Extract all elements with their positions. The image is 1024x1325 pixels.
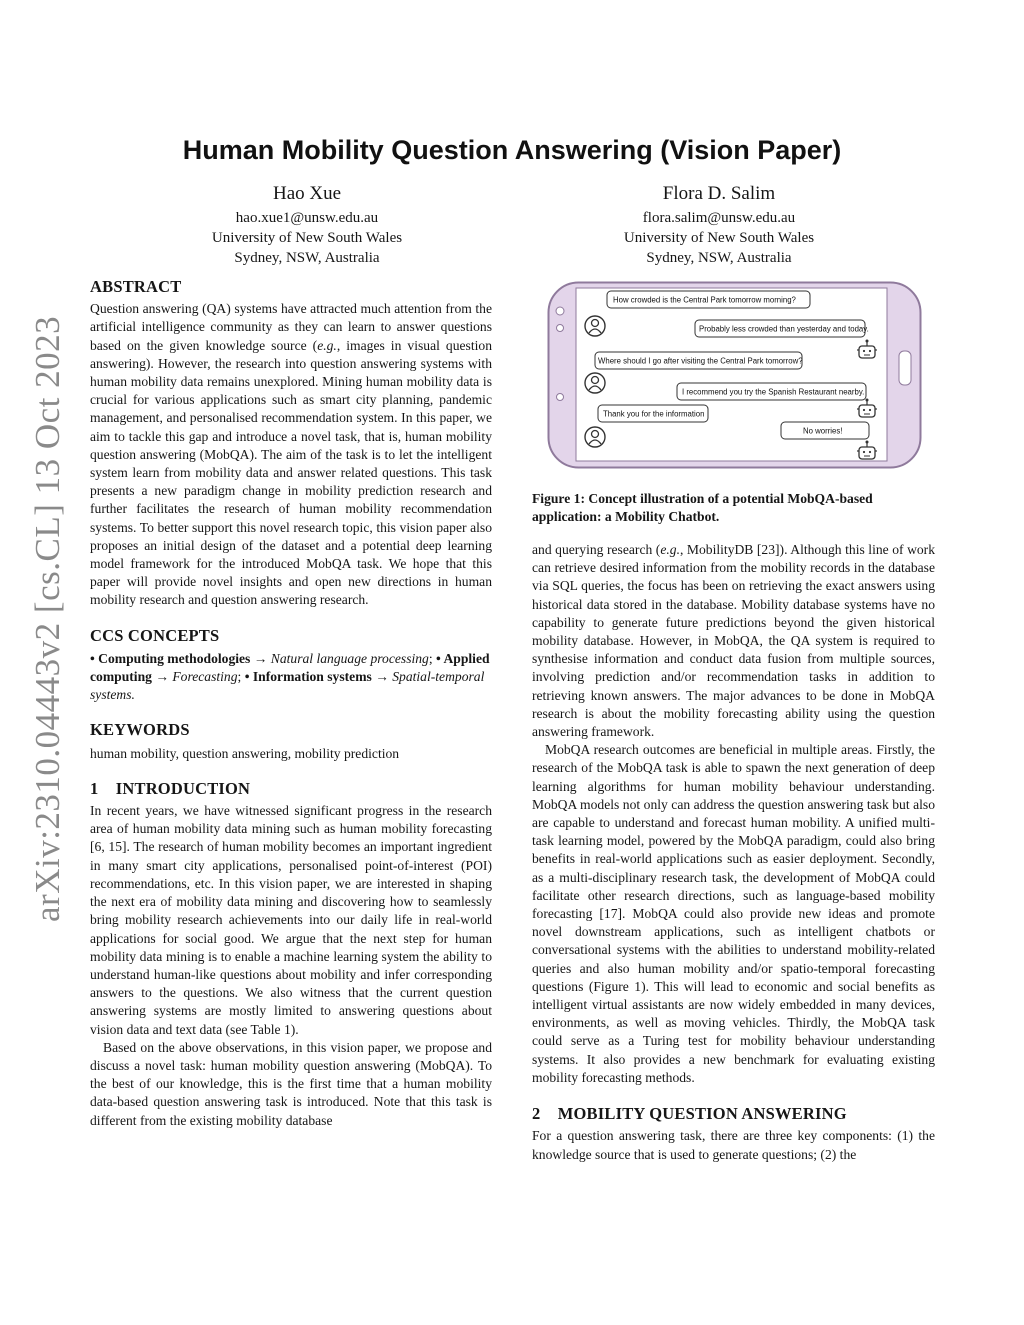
chat-bubble-text: How crowded is the Central Park tomorrow morning? [613, 295, 796, 305]
author-email: hao.xue1@unsw.edu.au [235, 210, 379, 226]
figure-caption: Figure 1: Concept illustration of a potential MobQA-based application: a Mobility Chatbot. [532, 491, 873, 525]
right-paragraph-1: and querying research (e.g., MobilityDB [23]). Although this line of work can retrieve desired information from the mobility records in the database via SQL queries, the focus has been on retrieving the exact answers using historical data stored in the database. Mobility database systems have no capability to generate future predictions beyond the given historical mobility database. However, in MobQA, the QA system is required to synthesise information and conduct data fusion from multiple sources, involving prediction and/or recommendation tasks in addition to retrieving known answers. The major advances to be done in MobQA research is about the mobility forecasting ability using the question answering framework. [532, 542, 936, 740]
paper-title: Human Mobility Question Answering (Vision Paper) [182, 135, 842, 165]
intro-heading: 1 INTRODUCTION [90, 778, 251, 798]
chat-bubble-text: I recommend you try the Spanish Restaurant nearby. [682, 387, 865, 397]
phone-illustration [547, 281, 922, 469]
chat-bubble-text: Where should I go after visiting the Central Park tomorrow? [598, 356, 803, 366]
intro-paragraph-1: In recent years, we have witnessed significant progress in the research area of human mobility data mining such as human mobility forecasting [6, 15]. The research of human mobility becomes an important ingredient in many smart city applications, personalised point-of-interest (POI) recommendations, etc. In this vision paper, we are interested in shaping the next era of mobility data mining and discovering how to seamlessly bring mobility research achievements into our daily life in real-world applications for social good. We argue that the next step for human mobility data mining is to enable a machine learning system the ability to understand human-like questions about mobility and infer corresponding answers to the questions. We also witness that the current question answering systems are mostly limited to answering questions about vision data and text data (see Table 1). [90, 803, 492, 1037]
author-location: Sydney, NSW, Australia [646, 250, 792, 266]
ccs-heading: CCS CONCEPTS [90, 625, 220, 645]
abstract-heading: ABSTRACT [90, 277, 182, 296]
arxiv-identifier: arXiv:2310.04443v2 [cs.CL] 13 Oct 2023 [28, 315, 67, 922]
chat-bubble-text: Thank you for the information [603, 409, 705, 419]
right-paragraph-2: MobQA research outcomes are beneficial in multiple areas. Firstly, the research of the MobQA task is able to spawn the next generation of deep learning algorithms for human mobility behaviour understanding. MobQA models not only can address the question answering task but also are capable to understand and forecast human mobility. A unified multi-task learning model, powered by the MobQA paradigm, could also bring benefits in real-world applications such as easier deployment. Secondly, as a multi-disciplinary research task, the development of MobQA could facilitate other research directions, such as language-based mobility forecasting [17]. MobQA could also provide new ideas and promote novel downstream applications, such as intelligent chatbots or conversational systems with the abilities to understand mobility-related queries and also human mobility and/or spatio-temporal forecasting questions (Figure 1). This will lead to economic and social benefits as intelligent virtual assistants are now widely embedded in many devices, environments, as well as moving vehicles. Thirdly, the MobQA task could serve as a Turing test for mobility behaviour understanding systems. It also provides a new benchmark for evaluating existing mobility forecasting methods. [532, 742, 935, 1085]
author-name: Flora D. Salim [662, 183, 776, 204]
left-column [90, 278, 492, 1130]
keywords-heading: KEYWORDS [90, 720, 190, 740]
chat-bubble-text: No worries! [803, 426, 843, 436]
right-paragraph-3: For a question answering task, there are three key components: (1) the knowledge source that is used to generate questions; (2) the [532, 1128, 935, 1162]
author-location: Sydney, NSW, Australia [234, 250, 380, 266]
abstract-text: Question answering (QA) systems have attracted much attention from the artificial intelligence community as they can learn to answer questions based on the given knowledge source (e.g., images in visual question answering). However, the research into question answering systems with human mobility data remains unexplored. Mining human mobility data is crucial for various applications such as smart city planning, pandemic management, and personalised recommendation system. In this paper, we aim to tackle this gap and introduce a novel task, that is, human mobility question answering (MobQA). The aim of the task is to let the intelligent system learn from mobility data and answer related questions. This task presents a new paradigm change in mobility prediction research and further facilitates the research of human mobility recommendation systems. To better support this novel research topic, this vision paper also proposes an initial design of the dataset and a potential deep learning model framework for the introduced MobQA task. We hope that this paper will provide novel insights and open new directions in human mobility research and question answering research. [90, 301, 492, 608]
section-2-heading: 2 MOBILITY QUESTION ANSWERING [532, 1104, 847, 1124]
author-affiliation: University of New South Wales [623, 230, 815, 246]
keywords-text: human mobility, question answering, mobility prediction [90, 745, 400, 761]
chat-bubble-text: Probably less crowded than yesterday and today. [699, 324, 869, 334]
ccs-concepts: • Computing methodologies → Natural language processing; • Applied computing → Forecasting; • Information systems → Spatial-temporal systems. [90, 650, 490, 703]
author-email: flora.salim@unsw.edu.au [642, 210, 796, 226]
right-column [532, 541, 935, 1164]
camera-dot [557, 394, 564, 401]
author-block-2 [539, 182, 899, 268]
author-affiliation: University of New South Wales [211, 230, 403, 246]
author-name: Hao Xue [272, 183, 342, 204]
camera-dot [557, 325, 564, 332]
intro-paragraph-2: Based on the above observations, in this vision paper, we propose and discuss a novel task: human mobility question answering (MobQA). To the best of our knowledge, this is the first time that a human mobility data-based question answering task is introduced. Note that this task is different from the existing mobility database [90, 1039, 492, 1128]
camera-dot [556, 307, 564, 315]
author-block-1 [127, 182, 487, 268]
chatbot-figure [547, 281, 922, 469]
home-button [899, 351, 911, 385]
